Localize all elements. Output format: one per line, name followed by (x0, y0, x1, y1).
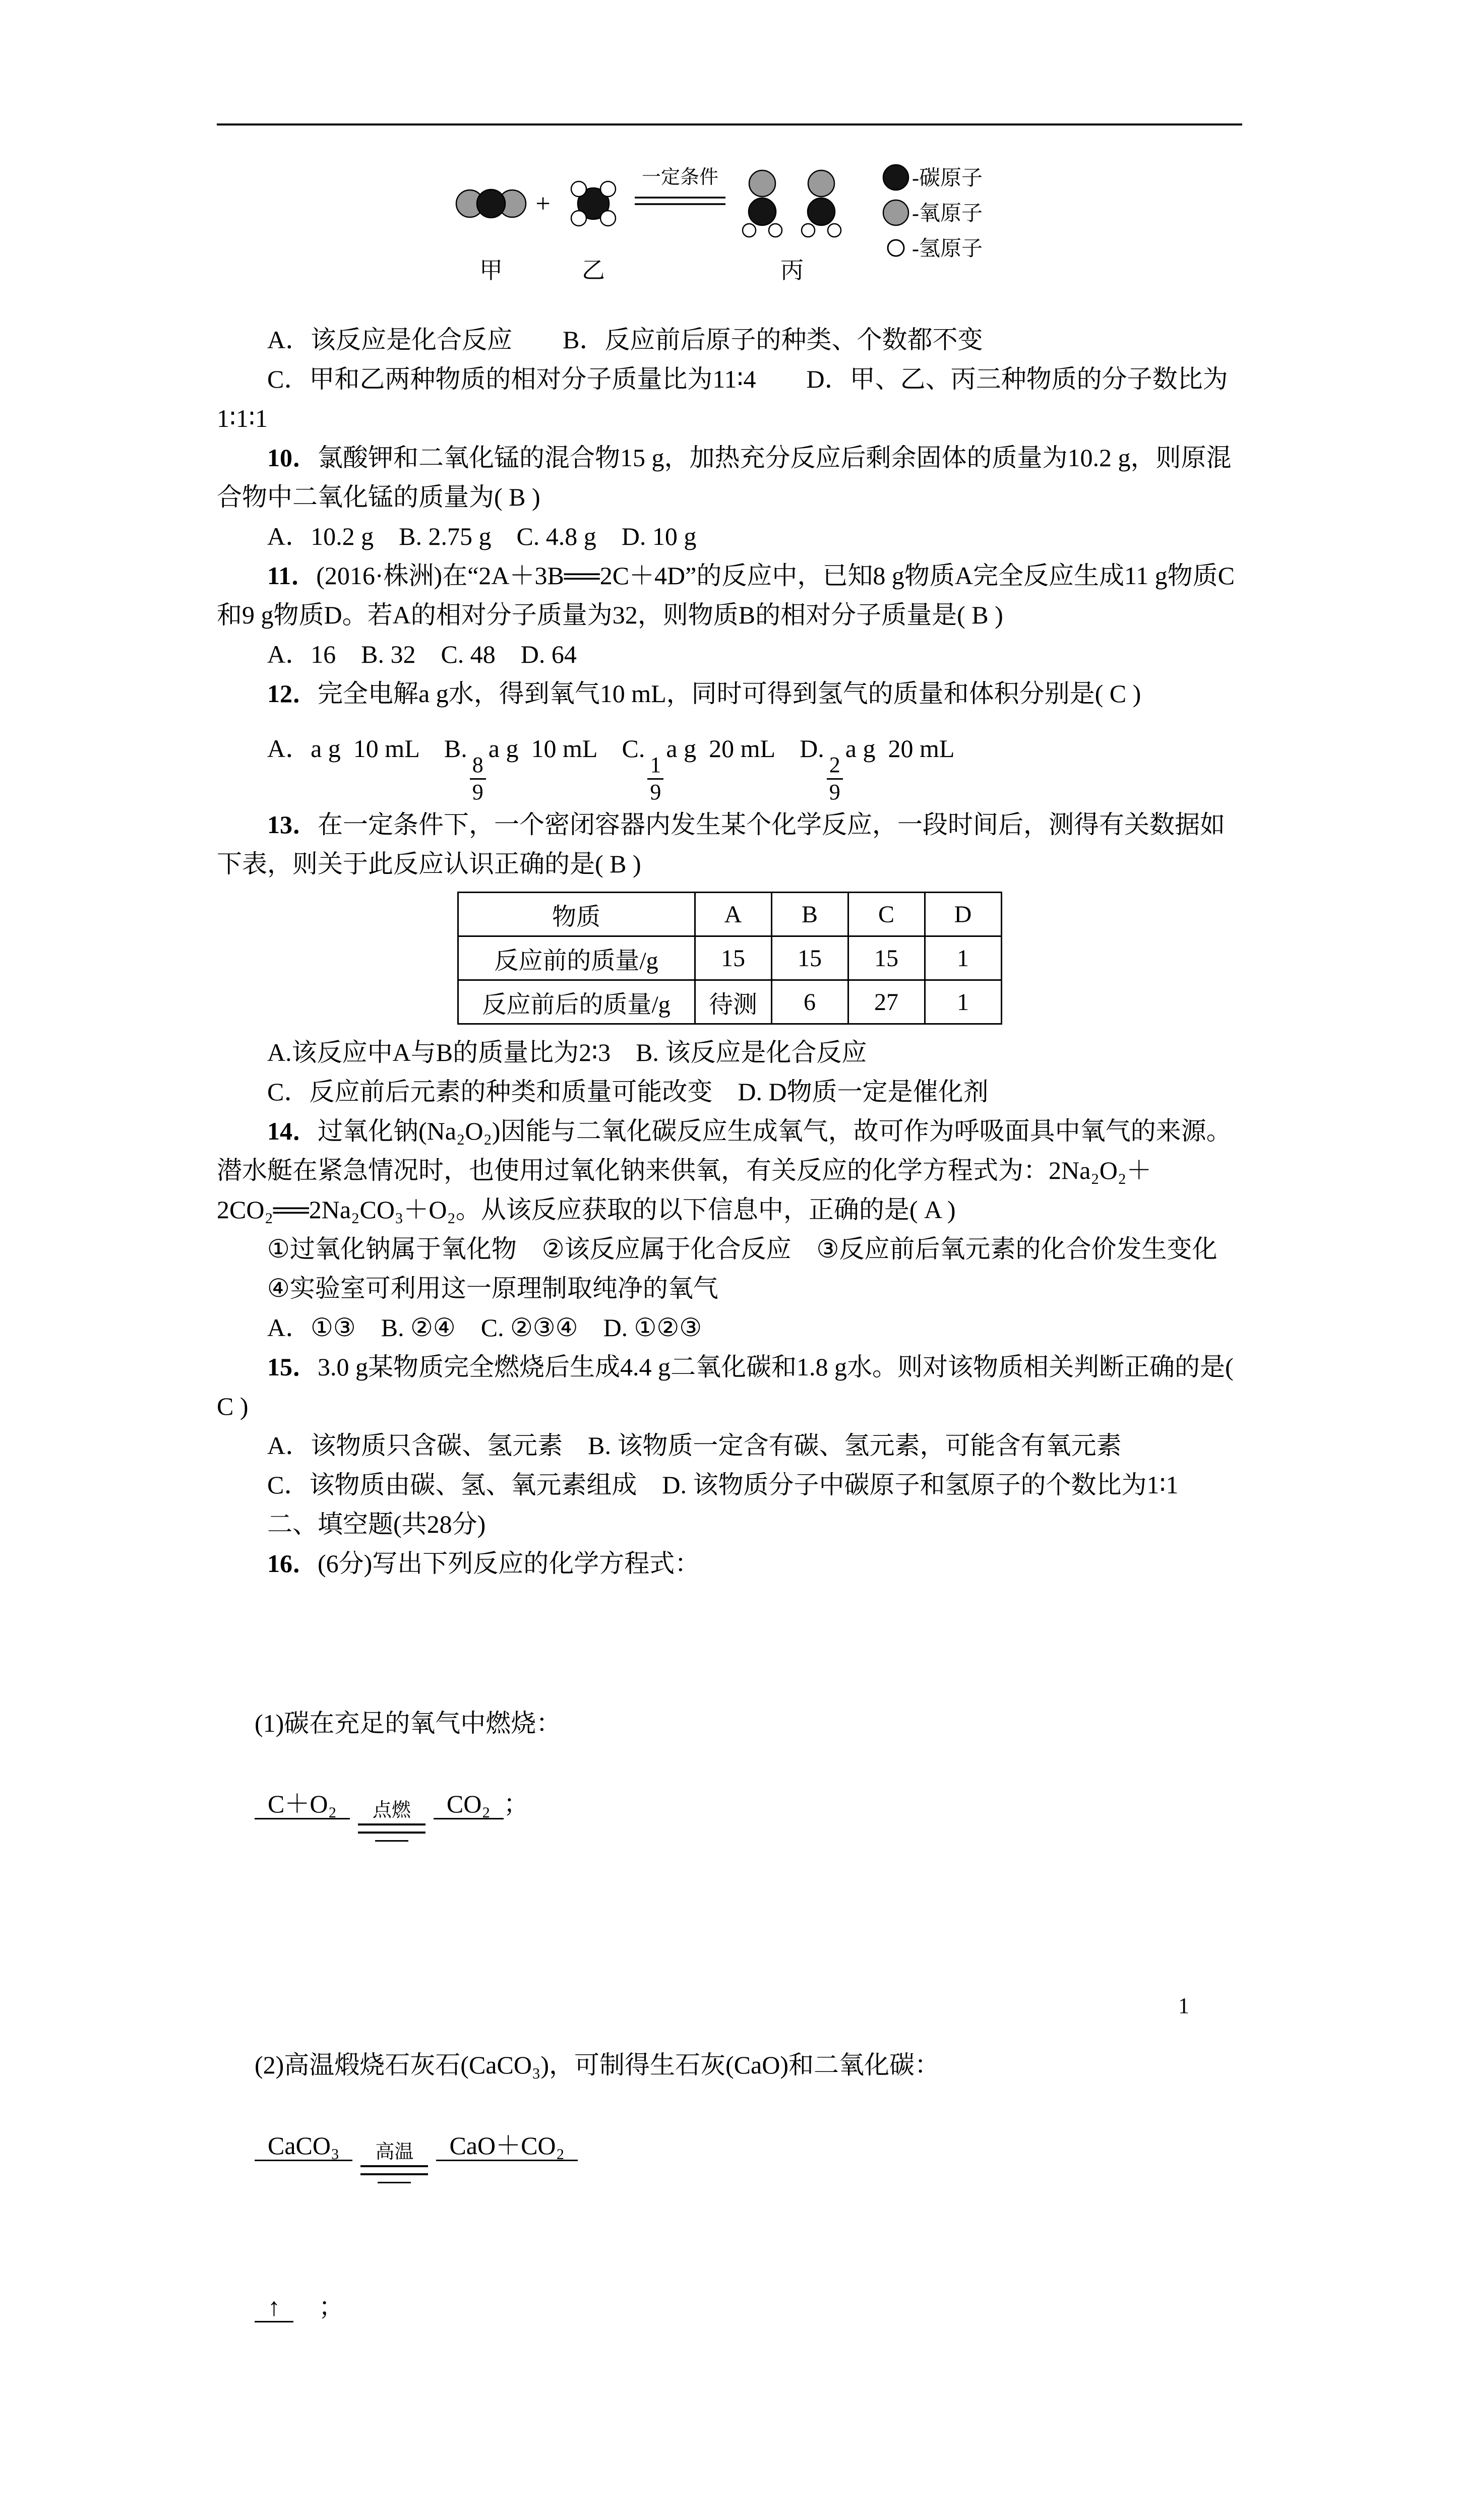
carbon-atom-icon (883, 165, 908, 190)
page-number: 1 (1178, 1993, 1189, 2018)
q13-stem (217, 805, 1242, 884)
table-cell: 6 (771, 980, 848, 1024)
table-cell: 反应前的质量/g (458, 936, 695, 980)
q16-eq2-lhs: CaCO₃ (268, 2131, 340, 2160)
hydrogen-atom-icon (888, 240, 904, 256)
q10-number: 10． (267, 444, 318, 472)
fraction-2-9: $\frac{2}{9}$ (827, 752, 843, 805)
blank-underline (375, 1834, 408, 1842)
q11-stem (217, 556, 1242, 635)
q16-stem-text: (6分)写出下列反应的化学方程式： (318, 1549, 700, 1578)
q14-item-4: ④实验室可利用这一原理制取纯净的氧气 (267, 1274, 718, 1303)
q12-option-a: A．a g 10 mL (267, 734, 444, 763)
table-cell: 1 (925, 980, 1001, 1024)
q16-eq2-rhs: CaO＋CO₂ (449, 2131, 565, 2160)
q12-stem (217, 674, 1242, 713)
answer-blank (255, 1790, 350, 1819)
q11-number: 11． (267, 561, 317, 590)
legend-oxygen-label: -氧原子 (912, 202, 983, 225)
table-cell: C (848, 893, 925, 936)
table-cell: 15 (771, 936, 848, 980)
q16-equation-2 (217, 1944, 1242, 2428)
q12-stem-text: 完全电解a g水，得到氧气10 mL，同时可得到氢气的质量和体积分别是( C ) (318, 679, 1141, 708)
molecule-yi (571, 181, 616, 226)
q14-number: 14． (267, 1117, 318, 1146)
q16-eq1-prefix: (1)碳在充足的氧气中燃烧： (255, 1709, 562, 1738)
table-cell: 1 (925, 936, 1001, 980)
q12-option-d-label: D. (800, 734, 824, 763)
section-2-heading: 二、填空题(共28分) (267, 1510, 486, 1539)
q16-eq1-rhs: CO₂ (446, 1790, 491, 1818)
q14-items-123: ①过氧化钠属于氧化物 ②该反应属于化合反应 ③反应前后氧元素的化合价发生变化 (267, 1235, 1218, 1264)
q14-stem-text: 过氧化钠(Na₂O₂)因能与二氧化碳反应生成氧气，故可作为呼吸面具中氧气的来源。潜水艇在紧急情况时，也使用过氧化钠来供氧，有关反应的化学方程式为：2Na₂O₂＋2CO₂══2Na₂CO₃＋O₂。从该反应获取的以下信息中，正确的是( A ) (217, 1117, 1232, 1224)
q14-options: A．①③ B. ②④ C. ②③④ D. ①②③ (267, 1313, 702, 1342)
header-rule (217, 123, 1242, 125)
q16-eq2-tail: ； (293, 2293, 344, 2321)
q13-options-cd: C．反应前后元素的种类和质量可能改变 D. D物质一定是催化剂 (267, 1078, 989, 1106)
fraction-8-9: $\frac{8}{9}$ (470, 752, 486, 805)
q12-option-c-rest: a g 20 mL (666, 734, 800, 763)
q15-options-cd: C．该物质由碳、氢、氧元素组成 D. 该物质分子中碳原子和氢原子的个数比为1∶1 (267, 1471, 1179, 1499)
q16-eq1-lhs: C＋O₂ (268, 1790, 337, 1818)
q13-stem-text: 在一定条件下，一个密闭容器内发生某个化学反应，一段时间后，测得有关数据如下表，则关于此反应认识正确的是( B ) (217, 810, 1225, 878)
reaction-diagram-svg (442, 153, 1017, 304)
q9-options-line2: C．甲和乙两种物质的相对分子质量比为11∶4 D．甲、乙、丙三种物质的分子数比为1∶1∶1 (217, 365, 1228, 432)
table-cell: 15 (848, 936, 925, 980)
q16-stem (217, 1544, 1242, 1583)
q16-eq2-condition: 高温 (375, 2141, 414, 2163)
q12-option-b-rest: a g 10 mL (488, 734, 622, 763)
q10-stem-text: 氯酸钾和二氧化锰的混合物15 g，加热充分反应后剩余固体的质量为10.2 g，则原混合物中二氧化锰的质量为( B ) (217, 444, 1232, 511)
equals-with-condition (358, 1801, 425, 1842)
q16-eq2-wrap: ↑ (268, 2293, 280, 2321)
molecule-bing-2 (802, 170, 841, 237)
table-cell: D (925, 893, 1001, 936)
legend-carbon-label: -碳原子 (912, 167, 983, 190)
q11-options: A．16 B. 32 C. 48 D. 64 (267, 640, 577, 668)
q13-data-table (457, 892, 1002, 1025)
legend-hydrogen (888, 237, 983, 261)
q12-options (217, 713, 1242, 805)
q13-options-ab: A.该反应中A与B的质量比为2∶3 B. 该反应是化合反应 (267, 1038, 867, 1067)
table-row (458, 893, 1001, 936)
table-cell: B (771, 893, 848, 936)
oxygen-atom-icon (883, 200, 908, 225)
table-cell: 物质 (458, 893, 695, 936)
equals-double-line (635, 198, 725, 204)
q15-stem (217, 1347, 1242, 1426)
molecule-bing-1 (743, 170, 782, 237)
answer-blank (434, 1790, 504, 1819)
q15-options-ab: A．该物质只含碳、氢元素 B. 该物质一定含有碳、氢元素，可能含有氧元素 (267, 1431, 1122, 1460)
double-line-icon (358, 1823, 425, 1834)
q15-stem-text: 3.0 g某物质完全燃烧后生成4.4 g二氧化碳和1.8 g水。则对该物质相关判断正确的是( C ) (217, 1353, 1240, 1421)
q14-stem (217, 1111, 1242, 1229)
q10-stem (217, 438, 1242, 517)
reaction-diagram (442, 153, 1017, 307)
table-row (458, 936, 1001, 980)
q12-number: 12． (267, 679, 318, 708)
molecule-jia (456, 190, 526, 218)
table-cell: 15 (695, 936, 771, 980)
molecule-label-yi: 乙 (582, 258, 605, 283)
table-row (458, 980, 1001, 1024)
equals-with-condition (360, 2143, 428, 2183)
q16-number: 16． (267, 1549, 318, 1578)
table-cell: 27 (848, 980, 925, 1024)
condition-label: 一定条件 (641, 167, 719, 188)
molecule-label-bing: 丙 (780, 258, 804, 283)
table-cell: 待测 (695, 980, 771, 1024)
q13-number: 13． (267, 810, 318, 839)
q15-number: 15． (267, 1353, 318, 1381)
q16-eq2-prefix: (2)高温煅烧石灰石(CaCO₃)，可制得生石灰(CaO)和二氧化碳： (255, 2051, 940, 2080)
q16-eq1-condition: 点燃 (372, 1800, 411, 1821)
answer-blank (255, 2131, 352, 2161)
q16-equation-1 (217, 1602, 1242, 1925)
blank-underline (378, 2175, 411, 2183)
q16-equation-3 (217, 2447, 1242, 2520)
fraction-1-9: $\frac{1}{9}$ (647, 752, 663, 805)
answer-blank (255, 2293, 293, 2322)
table-cell: 反应前后的质量/g (458, 980, 695, 1024)
q11-stem-text: (2016·株洲)在“2A＋3B══2C＋4D”的反应中，已知8 g物质A完全反应生成11 g物质C和9 g物质D。若A的相对分子质量为32，则物质B的相对分子质量是( B ) (217, 561, 1235, 629)
plus-sign: + (535, 190, 551, 218)
double-line-icon (360, 2165, 428, 2175)
legend-oxygen (883, 200, 983, 225)
q12-option-d-rest: a g 20 mL (845, 734, 955, 763)
q12-option-b-label: B. (444, 734, 467, 763)
q12-option-c-label: C. (622, 734, 645, 763)
q10-options: A．10.2 g B. 2.75 g C. 4.8 g D. 10 g (267, 522, 697, 550)
legend-carbon (883, 165, 983, 190)
molecule-label-jia: 甲 (479, 258, 503, 283)
q16-eq1-tail: ； (503, 1790, 529, 1818)
table-cell: A (695, 893, 771, 936)
q9-options-line1: A．该反应是化合反应 B．反应前后原子的种类、个数都不变 (267, 326, 983, 354)
legend-hydrogen-label: -氢原子 (912, 237, 983, 261)
answer-blank (436, 2131, 578, 2161)
